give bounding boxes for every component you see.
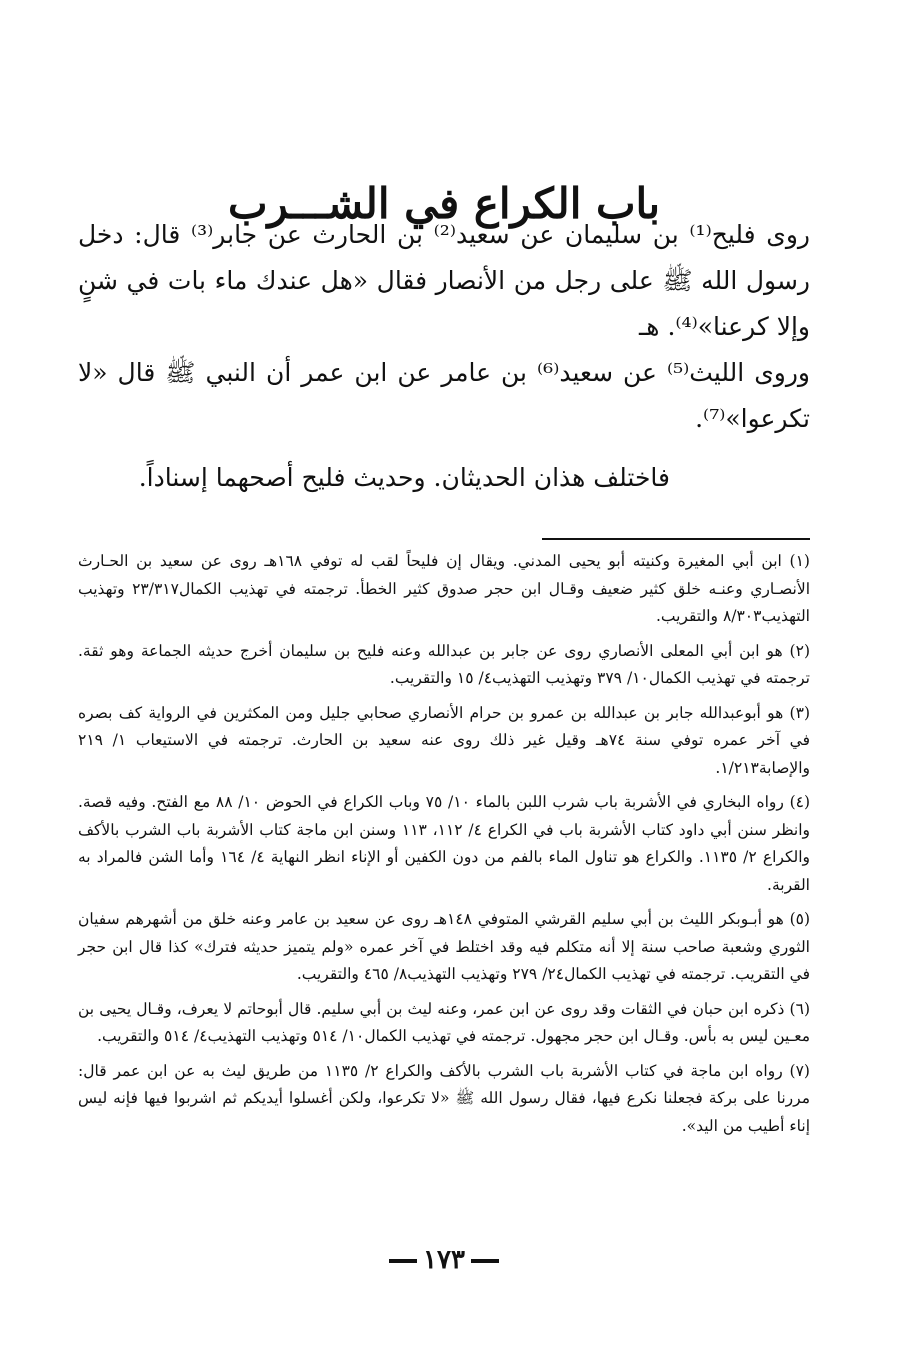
footnotes: [78, 548, 810, 1147]
document-page: [78, 0, 810, 1358]
page-number: [78, 1240, 810, 1280]
main-paragraph: روى فليح⁽¹⁾ بن سليمان عن سعيد⁽²⁾ بن الحارث عن جابر⁽³⁾ قال: دخل رسول الله ﷺ على رجل من الأنصار فقال «هل عندك ماء بات في شنٍ وإلا كرعنا»⁽⁴⁾. هـ: [78, 220, 810, 341]
dash-decoration: [389, 1259, 417, 1263]
footnote: (٤) رواه البخاري في الأشربة باب شرب اللبن بالماء ١٠/ ٧٥ وباب الكراع في الحوض ١٠/ ٨٨ مع الفتح. وفيه قصة. وانظر سنن أبي داود كتاب الأشربة باب في الكراع ٤/ ١١٢، ١١٣ وسنن ابن ماجة كتاب الأشربة باب الشرب بالأكف والكراع ٢/ ١١٣٥. والكراع هو تناول الماء بالفم من دون الكفين أو الإناء انظر النهاية ٤/ ١٦٤ وأما الشن فالمراد به القربة.: [78, 793, 811, 894]
footnote: (٢) هو ابن أبي المعلى الأنصاري روى عن جابر بن عبدالله وعنه فليح بن سليمان أخرج حديثه الجماعة وهو ثقة. ترجمته في تهذيب الكمال١٠/ ٣٧٩ وتهذيب التهذيب٤/ ١٥ والتقريب.: [78, 641, 810, 687]
main-paragraph: فاختلف هذان الحديثان. وحديث فليح أصحهما إسناداً.: [138, 463, 670, 492]
footnote-separator: [542, 538, 810, 540]
chapter-title: باب الكراع في الشـــرب: [227, 179, 661, 229]
footnote: (١) ابن أبي المغيرة وكنيته أبو يحيى المدني. ويقال إن فليحاً لقب له توفي ١٦٨هـ روى عن سعيد بن الحـارث الأنصـاري وعنـه خلق كثير ضعيف وقـال ابن حجر صدوق كثير الخطأ. ترجمته في تهذيب الكمال٢٣/٣١٧ وتهذيب التهذيب٨/٣٠٣ والتقريب.: [78, 552, 810, 625]
page-number-text: ١٧٣: [423, 1245, 465, 1275]
dash-decoration: [471, 1259, 499, 1263]
footnote: (٦) ذكره ابن حبان في الثقات وقد روى عن ابن عمر، وعنه ليث بن أبي سليم. قال أبوحاتم لا يعرف، وقـال يحيى بن معـين ليس به بأس. وقـال ابن حجر مجهول. ترجمته في تهذيب الكمال١٠/ ٥١٤ وتهذيب التهذيب٤/ ٥١٤ والتقريب.: [78, 999, 810, 1045]
footnote: (٧) رواه ابن ماجة في كتاب الأشربة باب الشرب بالأكف والكراع ٢/ ١١٣٥ من طريق ليث به عن ابن عمر قال: مررنا على بركة فجعلنا نكرع فيها، فقال رسول الله ﷺ «لا تكرعوا، ولكن أغسلوا أيديكم ثم اشربوا فيها فإنه ليس إناء أطيب من اليد».: [78, 1061, 810, 1135]
footnote: (٥) هو أبـوبكر الليث بن أبي سليم القرشي المتوفي ١٤٨هـ روى عن سعيد بن عامر وعنه خلق من أشهرهم سفيان الثوري وشعبة صاحب سنة إلا أنه متكلم فيه وقد اختلط في آخر عمره «ولم يتميز حديثه فترك» كذا قال ابن حجر في التقريب. ترجمته في تهذيب الكمال٢٤/ ٢٧٩ وتهذيب التهذيب٨/ ٤٦٥ والتقريب.: [78, 910, 811, 983]
main-paragraph: وروى الليث⁽⁵⁾ عن سعيد⁽⁶⁾ بن عامر عن ابن عمر أن النبي ﷺ قال «لا تكرعوا»⁽⁷⁾.: [78, 358, 810, 433]
footnote: (٣) هو أبوعبدالله جابر بن عبدالله بن عمرو بن حرام الأنصاري صحابي جليل ومن المكثرين في الرواية كف بصره في آخر عمره توفي سنة ٧٤هـ وقيل غير ذلك روى عنه سعيد بن الحارث. ترجمته في الاستيعاب ١/ ٢١٩ والإصابة١/٢١٣.: [78, 703, 810, 777]
